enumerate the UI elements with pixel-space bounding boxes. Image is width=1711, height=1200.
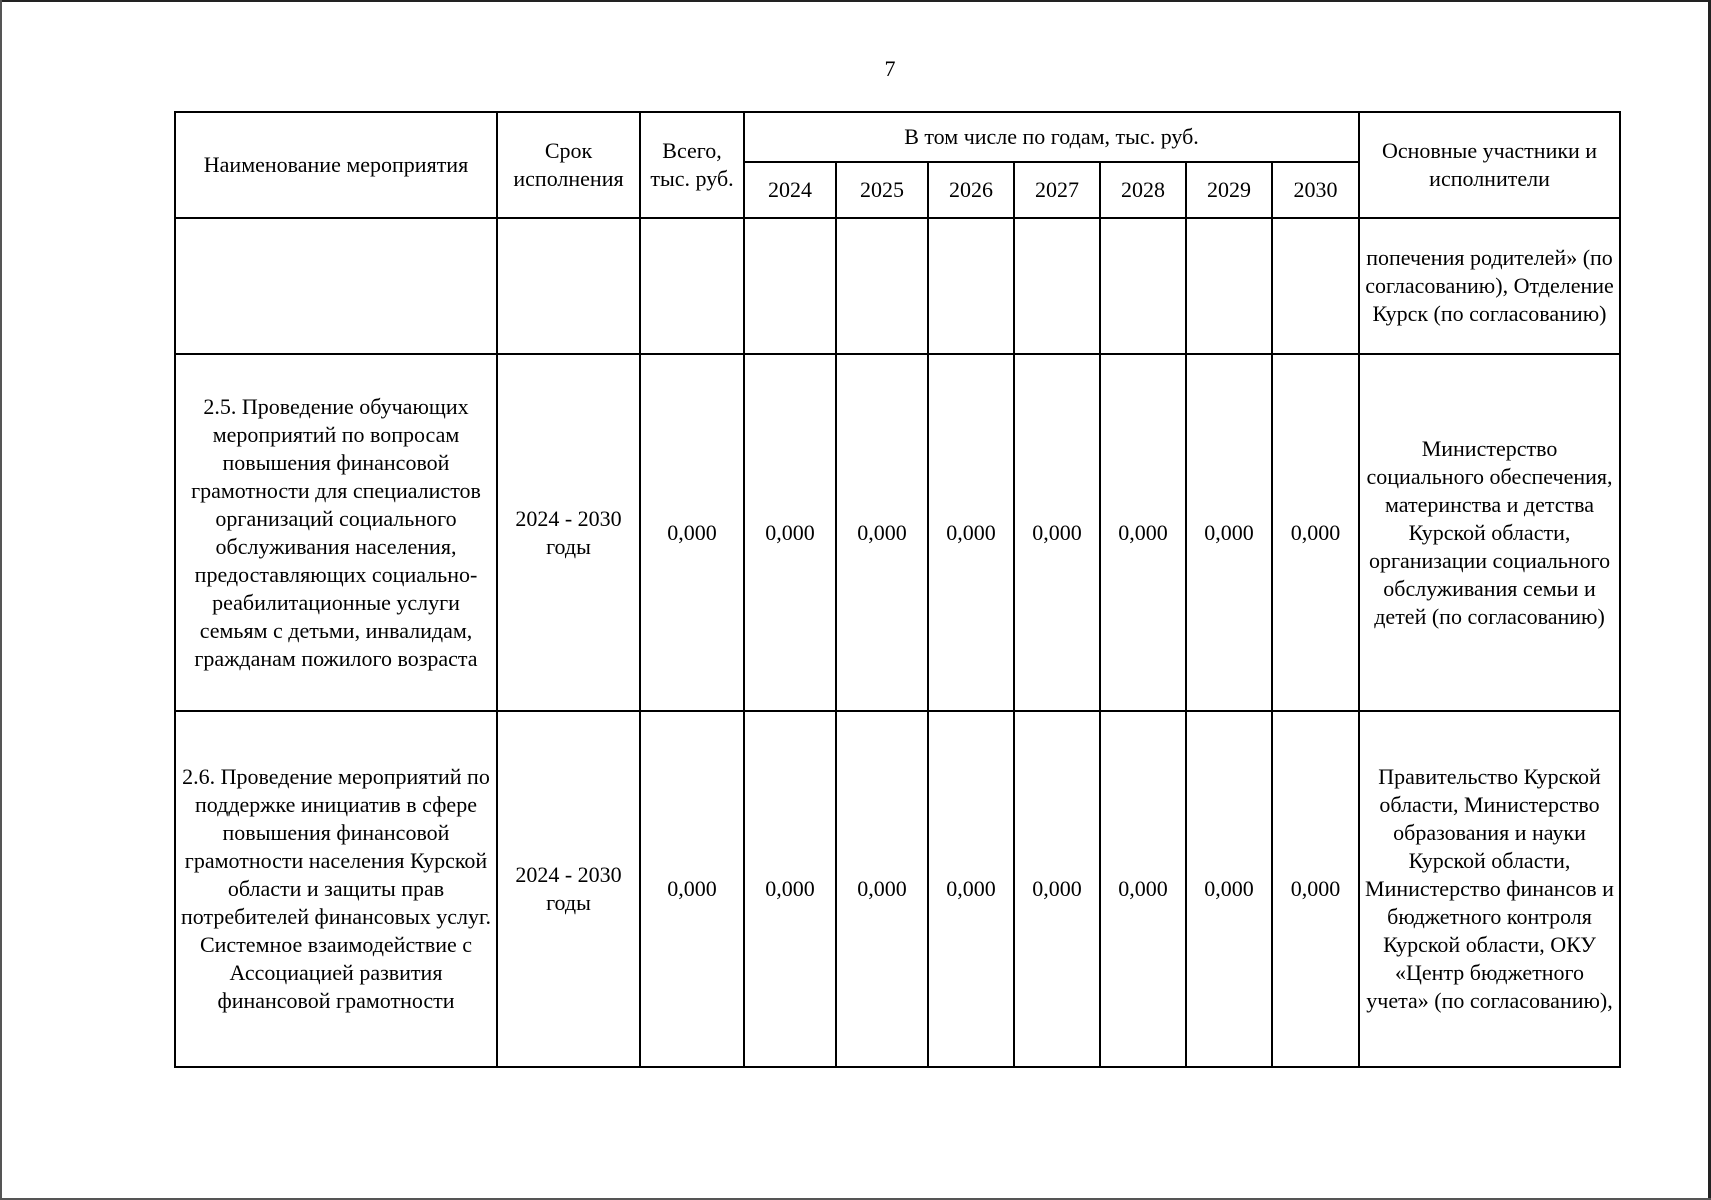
cell-year-value: 0,000	[1272, 354, 1359, 711]
page-number: 7	[884, 56, 896, 81]
page-edge-top	[0, 0, 1711, 2]
cell-year-value	[1014, 218, 1100, 354]
cell-year-value: 0,000	[1014, 711, 1100, 1067]
cell-term	[497, 218, 640, 354]
cell-year-value	[1186, 218, 1272, 354]
cell-year-value: 0,000	[1272, 711, 1359, 1067]
cell-year-value: 0,000	[1100, 711, 1186, 1067]
cell-year-value	[928, 218, 1014, 354]
cell-year-value: 0,000	[1186, 711, 1272, 1067]
header-year: 2027	[1014, 162, 1100, 218]
header-by-years: В том числе по годам, тыс. руб.	[744, 112, 1359, 162]
activities-table	[174, 111, 1621, 1068]
header-year: 2026	[928, 162, 1014, 218]
cell-year-value: 0,000	[928, 711, 1014, 1067]
header-year: 2025	[836, 162, 928, 218]
cell-term: 2024 - 2030 годы	[497, 711, 640, 1067]
cell-total: 0,000	[640, 354, 744, 711]
cell-year-value: 0,000	[836, 711, 928, 1067]
header-year: 2030	[1272, 162, 1359, 218]
cell-year-value: 0,000	[1014, 354, 1100, 711]
cell-year-value: 0,000	[744, 711, 836, 1067]
header-year: 2028	[1100, 162, 1186, 218]
cell-year-value: 0,000	[1100, 354, 1186, 711]
header-term: Срок исполнения	[497, 112, 640, 218]
cell-name: 2.6. Проведение мероприятий по поддержке инициатив в сфере повышения финансовой грамотности населения Курской области и защиты прав потребителей финансовых услуг. Системное взаимодействие с Ассоциацией развития финансовой грамотности	[175, 711, 497, 1067]
cell-year-value	[744, 218, 836, 354]
cell-year-value: 0,000	[1186, 354, 1272, 711]
header-name: Наименование мероприятия	[175, 112, 497, 218]
cell-participants: Министерство социального обеспечения, материнства и детства Курской области, организации социального обслуживания семьи и детей (по согласованию)	[1359, 354, 1620, 711]
header-participants: Основные участники и исполнители	[1359, 112, 1620, 218]
cell-total	[640, 218, 744, 354]
cell-name: 2.5. Проведение обучающих мероприятий по вопросам повышения финансовой грамотности для специалистов организаций социального обслуживания населения, предоставляющих социально-реабилитационные услуги семьям с детьми, инвалидам, гражданам пожилого возраста	[175, 354, 497, 711]
cell-year-value: 0,000	[928, 354, 1014, 711]
page-edge-left	[0, 0, 2, 1200]
cell-total: 0,000	[640, 711, 744, 1067]
header-total: Всего, тыс. руб.	[640, 112, 744, 218]
cell-year-value	[836, 218, 928, 354]
table-row	[175, 354, 1620, 711]
cell-participants: Правительство Курской области, Министерство образования и науки Курской области, Министерство финансов и бюджетного контроля Курской области, ОКУ «Центр бюджетного учета» (по согласованию),	[1359, 711, 1620, 1067]
table-row	[175, 218, 1620, 354]
cell-year-value: 0,000	[836, 354, 928, 711]
cell-year-value	[1272, 218, 1359, 354]
header-year: 2029	[1186, 162, 1272, 218]
cell-name	[175, 218, 497, 354]
header-year: 2024	[744, 162, 836, 218]
cell-year-value	[1100, 218, 1186, 354]
table-row	[175, 711, 1620, 1067]
cell-term: 2024 - 2030 годы	[497, 354, 640, 711]
cell-participants: попечения родителей» (по согласованию), Отделение Курск (по согласованию)	[1359, 218, 1620, 354]
cell-year-value: 0,000	[744, 354, 836, 711]
